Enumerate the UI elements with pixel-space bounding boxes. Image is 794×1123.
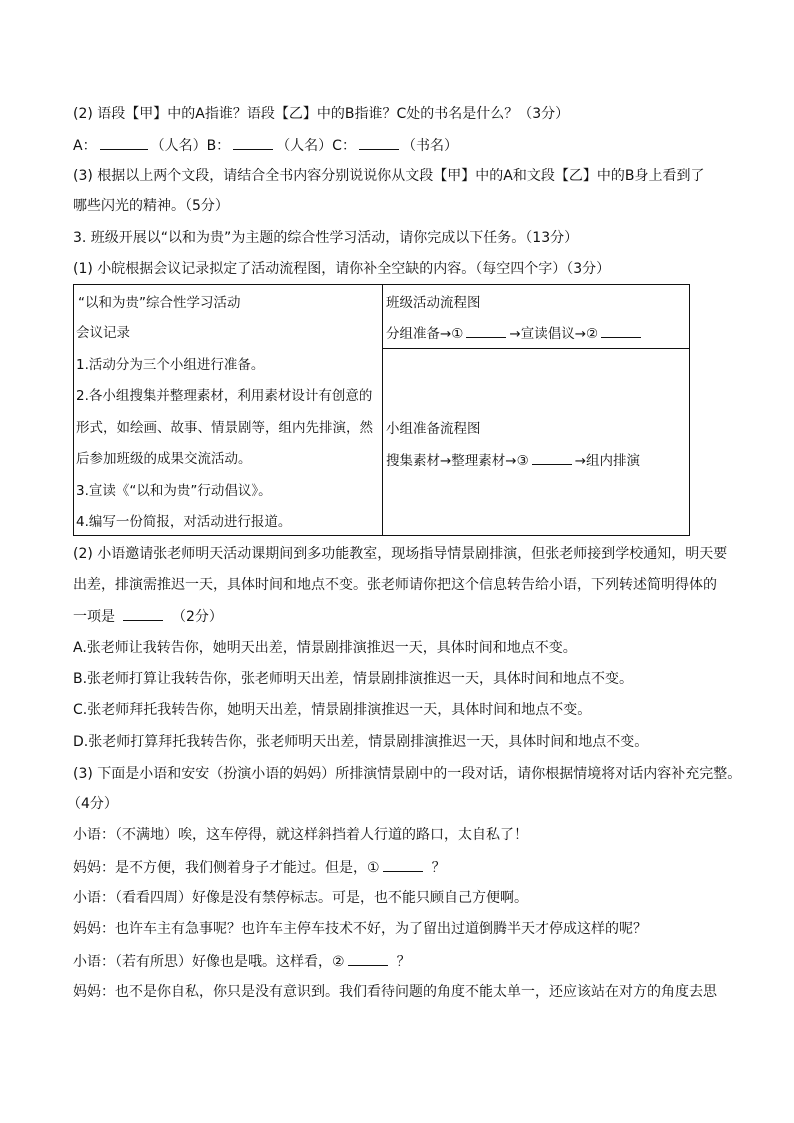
dialogue-line-0: 小语：（不满地）唉，这车停得，就这样斜挡着人行道的路口，太自私了！ (73, 827, 528, 843)
sub2-line-1: 出差，排演需推迟一天，具体时间和地点不变。张老师请你把这个信息转告给小语，下列转述简明得体的 (73, 577, 717, 593)
class-flow-part-b: →宣读倡议→② (509, 326, 599, 342)
dialogue-line-4-text: 小语：（若有所思）好像也是哦。这样看，② (73, 954, 345, 970)
flow-blank-1[interactable] (466, 323, 506, 338)
sub3-line-1: （4分） (67, 796, 118, 812)
dialogue-qmark-1: ？ (431, 860, 446, 876)
option-d: D.张老师打算拜托我转告你，张老师明天出差，情景剧排演推迟一天，具体时间和地点不变。 (73, 734, 649, 750)
sub2-line-2 (73, 606, 223, 627)
flow-blank-2[interactable] (601, 323, 641, 338)
group-flow-title: 小组准备流程图 (386, 421, 481, 437)
answer-blank-b[interactable] (233, 135, 273, 150)
q3-line-1: (3) 根据以上两个文段，请结合全书内容分别说说你从文段【甲】中的A和文段【乙】中的B身上看到了 (73, 168, 705, 184)
q3-line-2: 哪些闪光的精神。（5分） (73, 198, 229, 214)
record-line-2: 1.活动分为三个小组进行准备。 (76, 357, 265, 373)
option-a: A.张老师让我转告你，她明天出差，情景剧排演推迟一天，具体时间和地点不变。 (73, 640, 577, 656)
meeting-record-cell (74, 285, 383, 536)
record-line-3: 2.各小组搜集并整理素材，利用素材设计有创意的 (76, 388, 373, 404)
class-flow-cell (383, 285, 690, 349)
option-c: C.张老师拜托我转告你，她明天出差，情景剧排演推迟一天，具体时间和地点不变。 (73, 702, 592, 718)
group-flow-part-a: 搜集素材→整理素材→③ (386, 453, 529, 469)
dialogue-qmark-2: ？ (396, 954, 411, 970)
class-flow-part-a: 分组准备→① (386, 326, 464, 342)
flow-table (73, 284, 690, 536)
q2-a-label: A： (73, 138, 97, 154)
class-flow-title: 班级活动流程图 (386, 295, 481, 311)
dialogue-line-5: 妈妈：也不是你自私，你只是没有意识到。我们看待问题的角度不能太单一，还应该站在对方的角度去思 (73, 984, 717, 1000)
q2-b-hint: （人名）C： (276, 138, 356, 154)
dialogue-line-4 (73, 951, 411, 972)
record-line-1: 会议记录 (76, 325, 130, 341)
sub2-line-2-text: 一项是 (73, 609, 115, 625)
option-b: B.张老师打算让我转告你，张老师明天出差，情景剧排演推迟一天，具体时间和地点不变。 (73, 671, 634, 687)
flow-blank-3[interactable] (532, 450, 572, 465)
record-line-5: 后参加班级的成果交流活动。 (76, 451, 252, 467)
record-line-6: 3.宣读《“以和为贵”行动倡议》。 (76, 483, 272, 499)
dialogue-blank-2[interactable] (348, 951, 388, 966)
q2-a-hint: （人名）B： (150, 138, 231, 154)
q2-answer-line (73, 135, 458, 156)
dialogue-line-3: 妈妈：也许车主有急事呢？也许车主停车技术不好，为了留出过道倒腾半天才停成这样的呢？ (73, 921, 647, 937)
dialogue-blank-1[interactable] (383, 857, 423, 872)
class-flow-line (386, 323, 644, 344)
sub3-line-0: (3) 下面是小语和安安（扮演小语的妈妈）所排演情景剧中的一段对话，请你根据情境将对话内容补充完整。 (73, 766, 742, 782)
dialogue-line-1-text: 妈妈：是不方便，我们侧着身子才能过。但是，① (73, 860, 380, 876)
sub2-line-0: (2) 小语邀请张老师明天活动课期间到多功能教室，现场指导情景剧排演，但张老师接到学校通知，明天要 (73, 546, 728, 562)
record-line-0: “以和为贵”综合性学习活动 (78, 295, 241, 311)
group-flow-cell (383, 349, 690, 536)
record-line-7: 4.编写一份简报，对活动进行报道。 (76, 514, 292, 530)
sub2-score: （2分） (172, 609, 223, 625)
section3-sub1: (1) 小皖根据会议记录拟定了活动流程图，请你补全空缺的内容。（每空四个字）（3分） (73, 261, 611, 277)
group-flow-line (386, 450, 640, 471)
sub2-answer-blank[interactable] (123, 606, 163, 621)
dialogue-line-2: 小语：（看看四周）好像是没有禁停标志。可是，也不能只顾自己方便啊。 (73, 890, 528, 906)
group-flow-part-b: →组内排演 (574, 453, 641, 469)
record-line-4: 形式，如绘画、故事、情景剧等，组内先排演，然 (76, 420, 373, 436)
answer-blank-a[interactable] (100, 135, 148, 150)
q2-prompt: (2) 语段【甲】中的A指谁？语段【乙】中的B指谁？C处的书名是什么？（3分） (73, 106, 570, 122)
q2-c-hint: （书名） (401, 138, 458, 154)
answer-blank-c[interactable] (359, 135, 399, 150)
dialogue-line-1 (73, 857, 446, 878)
section3-title: 3. 班级开展以“以和为贵”为主题的综合性学习活动，请你完成以下任务。（13分） (73, 230, 579, 246)
